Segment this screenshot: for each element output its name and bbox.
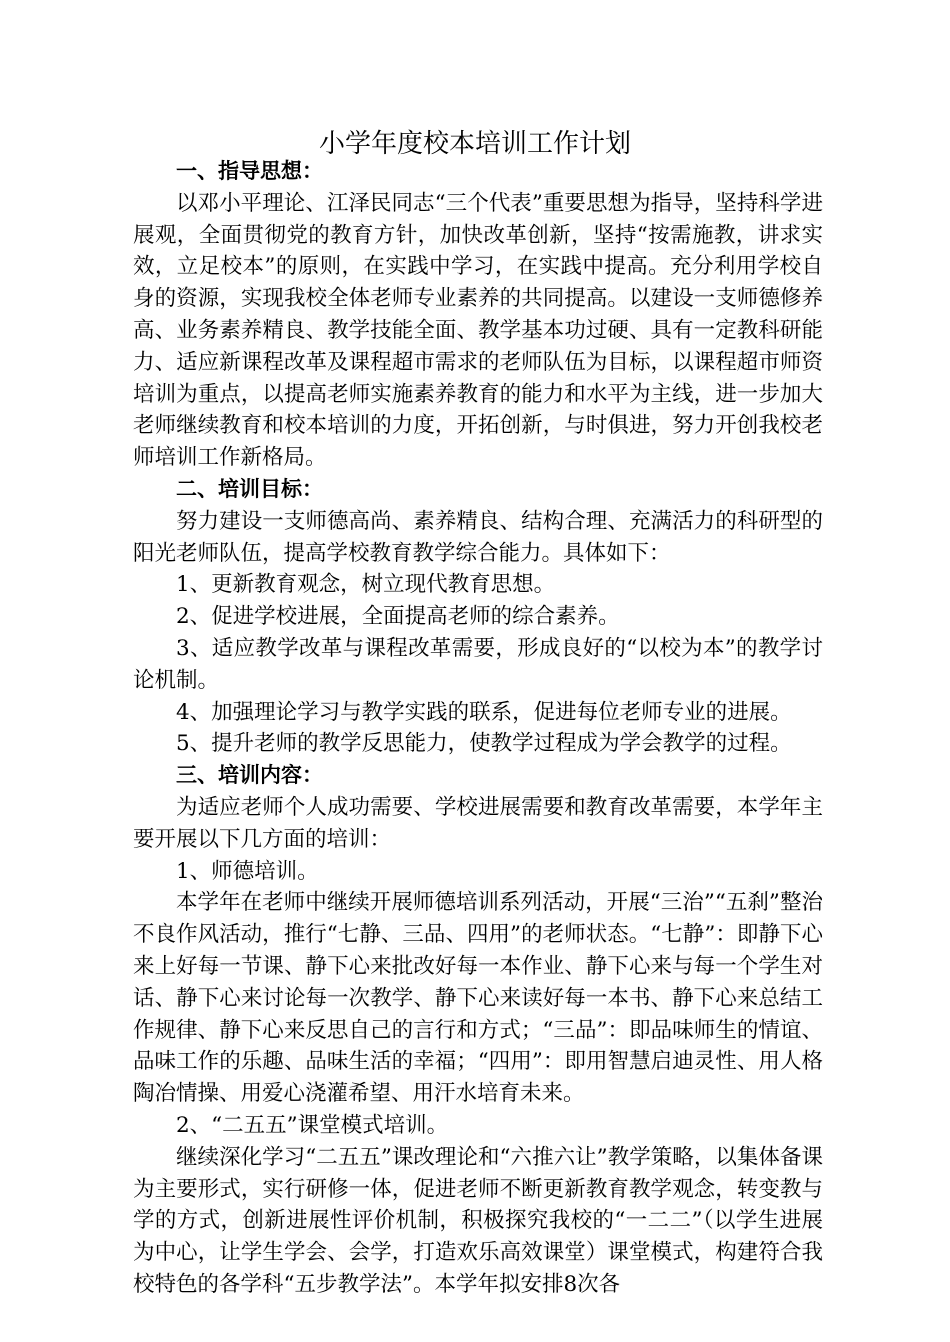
list-item-goal-5: 5、提升老师的教学反思能力，使教学过程成为学会教学的过程。 xyxy=(176,731,792,757)
paragraph-classroom-model-training: 继续深化学习“二五五”课改理论和“六推六让”教学策略，以集体备课为主要形式，实行研修一体，促进老师不断更新教育教学观念，转变教与学的方式，创新进展性评价机制，积极探究我校的“一二二”（以学生进展为中心，让学生学会、会学，打造欢乐高效课堂）课堂模式，构建符合我校特色的各学科“五步教学法”。本学年拟安排8次各 xyxy=(133,1144,823,1297)
list-item-goal-3: 3、适应教学改革与课程改革需要，形成良好的“以校为本”的教学讨论机制。 xyxy=(133,635,823,693)
list-item-goal-1: 1、更新教育观念，树立现代教育思想。 xyxy=(176,572,556,598)
document-body xyxy=(133,156,823,1301)
section-heading-training-goals: 二、培训目标： xyxy=(176,476,323,501)
section-heading-training-content: 三、培训内容： xyxy=(176,763,323,788)
paragraph-goals-intro: 努力建设一支师德高尚、素养精良、结构合理、充满活力的科研型的阳光老师队伍，提高学校教育教学综合能力。具体如下： xyxy=(133,508,823,566)
paragraph-guiding-ideology: 以邓小平理论、江泽民同志“三个代表”重要思想为指导，坚持科学进展观，全面贯彻党的教育方针，加快改革创新，坚持“按需施教，讲求实效，立足校本”的原则，在实践中学习，在实践中提高。充分利用学校自身的资源，实现我校全体老师专业素养的共同提高。以建设一支师德修养高、业务素养精良、教学技能全面、教学基本功过硬、具有一定教科研能力、适应新课程改革及课程超市需求的老师队伍为目标，以课程超市师资培训为重点，以提高老师实施素养教育的能力和水平为主线，进一步加大老师继续教育和校本培训的力度，开拓创新，与时俱进，努力开创我校老师培训工作新格局。 xyxy=(133,190,823,471)
subheading-ethics-training: 1、师德培训。 xyxy=(176,858,319,884)
paragraph-ethics-training: 本学年在老师中继续开展师德培训系列活动，开展“三治”“五刹”整治不良作风活动，推行“七静、三品、四用”的老师状态。“七静”：即静下心来上好每一节课、静下心来批改好每一本作业、静下心来与每一个学生对话、静下心来讨论每一次教学、静下心来读好每一本书、静下心来总结工作规律、静下心来反思自己的言行和方式；“三品”：即品味师生的情谊、品味工作的乐趣、品味生活的幸福；“四用”：即用智慧启迪灵性、用人格陶冶情操、用爱心浇灌希望、用汗水培育未来。 xyxy=(133,890,823,1107)
list-item-goal-4: 4、加强理论学习与教学实践的联系，促进每位老师专业的进展。 xyxy=(176,699,792,725)
list-item-goal-2: 2、促进学校进展，全面提高老师的综合素养。 xyxy=(176,604,620,630)
paragraph-content-intro: 为适应老师个人成功需要、学校进展需要和教育改革需要，本学年主要开展以下几方面的培训： xyxy=(133,794,823,852)
document-title: 小学年度校本培训工作计划 xyxy=(318,129,631,159)
section-heading-guiding-ideology: 一、指导思想： xyxy=(176,159,323,183)
subheading-classroom-model-training: 2、“二五五”课堂模式培训。 xyxy=(176,1112,449,1138)
